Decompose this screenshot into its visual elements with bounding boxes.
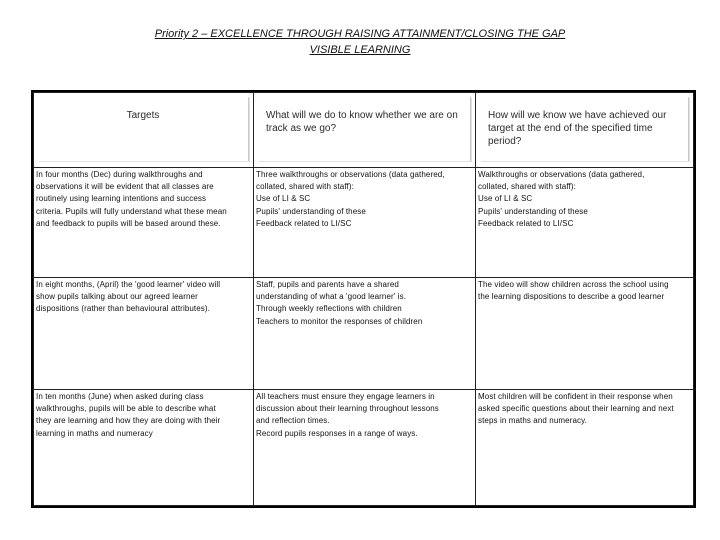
cell-line: they are learning and how they are doing with their: [36, 416, 221, 426]
header-achieved: [476, 93, 694, 168]
cell-targets: [34, 390, 254, 506]
cell-achieved: [476, 168, 694, 278]
cell-line: and reflection times.: [256, 416, 330, 426]
header-on-track: [254, 93, 476, 168]
cell-on-track: [254, 168, 476, 278]
cell-line: In eight months, (April) the 'good learner' video will: [36, 280, 221, 289]
priority-title: Priority 2 – EXCELLENCE THROUGH RAISING ATTAINMENT/CLOSING THE GAP: [154, 28, 566, 40]
cell-line: discussion about their learning throughout lessons: [256, 404, 439, 414]
table-row: [34, 390, 694, 506]
cell-line: The video will show children across the school using: [478, 280, 669, 289]
cell-line: In four months (Dec) during walkthroughs and: [36, 170, 203, 179]
cell-line: routinely using learning intentions and success: [36, 194, 207, 204]
document-title: [0, 26, 720, 58]
header-targets-label: Targets: [38, 97, 249, 161]
table-header-row: [34, 93, 694, 168]
cell-line: All teachers must ensure they engage learners in: [256, 392, 435, 401]
cell-line: Feedback related to LI/SC: [478, 218, 574, 228]
cell-line: Most children will be confident in their response when: [478, 392, 673, 401]
cell-line: and feedback to pupils will be based around these.: [36, 218, 221, 228]
cell-line: Three walkthroughs or observations (data gathered,: [256, 170, 445, 179]
cell-targets: [34, 278, 254, 390]
cell-line: show pupils talking about our agreed learner: [36, 292, 198, 302]
cell-line: Teachers to monitor the responses of children: [256, 316, 423, 326]
header-achieved-label: How will we know we have achieved our target at the end of the specified time period?: [480, 97, 689, 161]
table-row: [34, 278, 694, 390]
cell-line: Walkthroughs or observations (data gathered,: [478, 170, 645, 179]
table-row: [34, 168, 694, 278]
cell-line: Use of LI & SC: [478, 194, 533, 204]
cell-line: Record pupils responses in a range of ways.: [256, 428, 418, 438]
cell-line: collated, shared with staff):: [256, 182, 354, 192]
cell-targets: [34, 168, 254, 278]
cell-line: learning in maths and numeracy: [36, 428, 153, 438]
cell-line: criteria. Pupils will fully understand what these mean: [36, 206, 227, 216]
cell-achieved: [476, 390, 694, 506]
priority-subtitle: VISIBLE LEARNING: [309, 44, 411, 56]
cell-line: Staff, pupils and parents have a shared: [256, 280, 399, 289]
cell-on-track: [254, 278, 476, 390]
cell-line: walkthroughs, pupils will be able to describe what: [36, 404, 216, 414]
cell-line: observations it will be evident that all classes are: [36, 182, 214, 192]
header-on-track-label: What will we do to know whether we are on track as we go?: [258, 97, 471, 161]
cell-line: collated, shared with staff):: [478, 182, 576, 192]
header-targets: [34, 93, 254, 168]
cell-line: dispositions (rather than behavioural attributes).: [36, 304, 210, 314]
cell-line: Through weekly reflections with children: [256, 304, 402, 314]
cell-line: In ten months (June) when asked during class: [36, 392, 204, 401]
cell-line: Use of LI & SC: [256, 194, 311, 204]
cell-line: Pupils' understanding of these: [256, 206, 366, 216]
cell-line: steps in maths and numeracy.: [478, 416, 587, 426]
cell-line: Pupils' understanding of these: [478, 206, 588, 216]
cell-line: the learning dispositions to describe a good learner: [478, 292, 665, 302]
cell-line: Feedback related to LI/SC: [256, 218, 352, 228]
planning-table: [31, 90, 696, 508]
cell-line: understanding of what a 'good learner' is.: [256, 292, 407, 302]
cell-on-track: [254, 390, 476, 506]
cell-achieved: [476, 278, 694, 390]
cell-line: asked specific questions about their learning and next: [478, 404, 674, 414]
